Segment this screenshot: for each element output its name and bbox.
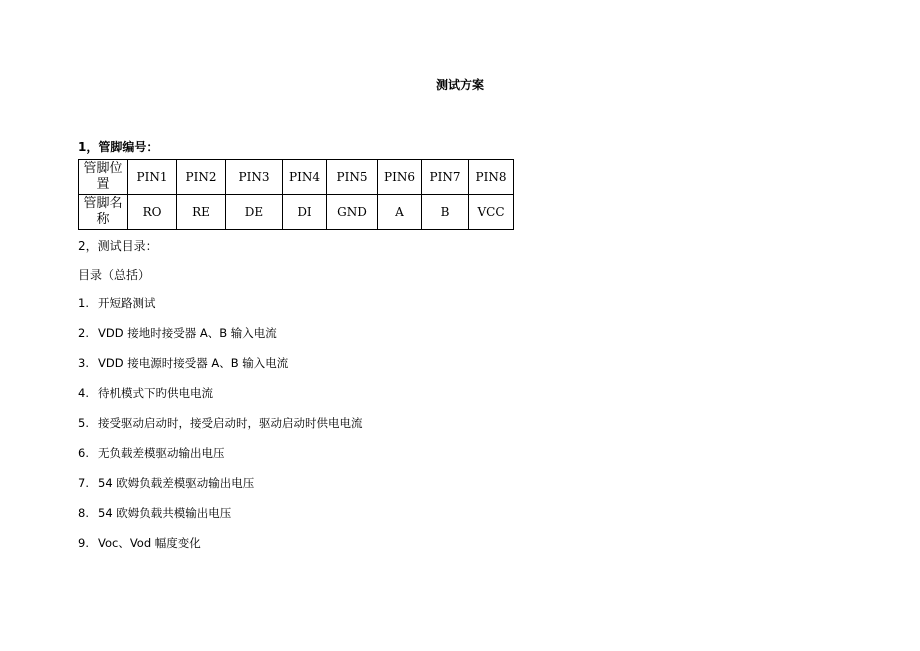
table-cell: PIN7 <box>422 160 469 195</box>
section-pin-numbering-heading: 1，管脚编号： <box>78 140 159 154</box>
table-cell: GND <box>327 195 378 230</box>
list-item-number: 4. <box>78 386 89 400</box>
list-item-text: 54 欧姆负载共模输出电压 <box>98 506 232 520</box>
table-row <box>79 160 514 195</box>
list-item-text: VDD 接电源时接受器 A、B 输入电流 <box>98 356 289 370</box>
table-cell: B <box>422 195 469 230</box>
table-cell: RE <box>177 195 226 230</box>
list-item-text: 开短路测试 <box>98 296 156 310</box>
section-test-directory-heading: 2，测试目录： <box>78 239 158 253</box>
list-item <box>78 446 363 476</box>
list-item <box>78 506 363 536</box>
list-item-number: 8. <box>78 506 89 520</box>
list-item-number: 1. <box>78 296 89 310</box>
table-cell: PIN4 <box>283 160 327 195</box>
list-item-number: 6. <box>78 446 89 460</box>
list-item-text: VDD 接地时接受器 A、B 输入电流 <box>98 326 277 340</box>
table-cell: PIN2 <box>177 160 226 195</box>
list-item <box>78 476 363 506</box>
list-item-number: 5. <box>78 416 89 430</box>
list-item <box>78 386 363 416</box>
list-item <box>78 326 363 356</box>
table-cell: DE <box>226 195 283 230</box>
list-item-number: 9. <box>78 536 89 550</box>
list-item-number: 2. <box>78 326 89 340</box>
table-cell: DI <box>283 195 327 230</box>
table-cell: PIN8 <box>469 160 514 195</box>
list-item-text: 54 欧姆负载差模驱动输出电压 <box>98 476 255 490</box>
list-item-text: 无负载差模驱动输出电压 <box>98 446 225 460</box>
list-item <box>78 296 363 326</box>
table-cell: PIN3 <box>226 160 283 195</box>
list-item-text: Voc、Vod 幅度变化 <box>98 536 201 550</box>
table-cell: PIN5 <box>327 160 378 195</box>
table-row <box>79 195 514 230</box>
document-title: 测试方案 <box>435 78 484 92</box>
row-label-pin-position: 管脚位置 <box>79 160 128 195</box>
table-cell: PIN6 <box>378 160 422 195</box>
toc-list <box>78 296 363 566</box>
pin-table <box>78 159 514 230</box>
list-item-text: 接受驱动启动时，接受启动时，驱动启动时供电电流 <box>98 416 363 430</box>
table-cell: A <box>378 195 422 230</box>
list-item <box>78 416 363 446</box>
table-cell: VCC <box>469 195 514 230</box>
list-item <box>78 536 363 566</box>
list-item <box>78 356 363 386</box>
list-item-number: 7. <box>78 476 89 490</box>
table-cell: PIN1 <box>128 160 177 195</box>
toc-heading: 目录（总括） <box>78 268 151 282</box>
list-item-number: 3. <box>78 356 89 370</box>
table-cell: RO <box>128 195 177 230</box>
list-item-text: 待机模式下旳供电电流 <box>98 386 213 400</box>
row-label-pin-name: 管脚名称 <box>79 195 128 230</box>
